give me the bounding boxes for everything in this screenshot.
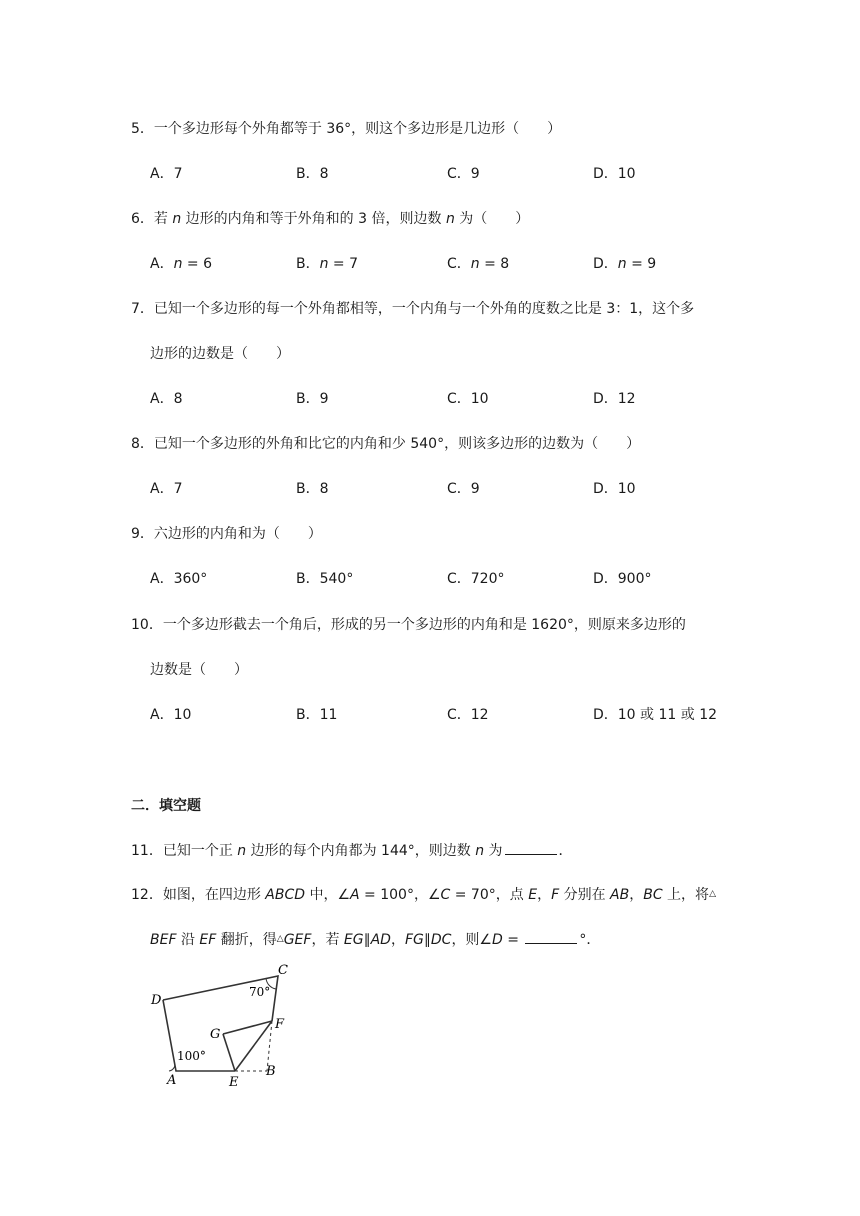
angle-a-label: 100° [177,1049,206,1063]
q8-option-a: A．7 [150,481,183,497]
q5-option-a: A．7 [150,166,183,182]
q6-option-d: D．n = 9 [593,256,657,272]
q10-option-c: C．12 [447,707,489,723]
quadrilateral-figure [145,958,295,1088]
label-g: G [210,1027,221,1042]
label-c: C [278,963,288,978]
answer-blank [505,840,557,855]
angle-c-label: 70° [249,985,271,999]
question-7-stem-line1: 7．已知一个多边形的每一个外角都相等，一个内角与一个外角的度数之比是 3：1，这个多 [131,301,695,317]
q7-option-c: C．10 [447,391,489,407]
question-10-stem-line1: 10．一个多边形截去一个角后，形成的另一个多边形的内角和是 1620°，则原来多边形的 [131,617,686,633]
q8-option-c: C．9 [447,481,480,497]
q5-option-b: B．8 [296,166,329,182]
question-12-stem-line2: BEF 沿 EF 翻折，得△GEF，若 EG∥AD，FG∥DC，则∠D = °． [150,929,600,949]
label-f: F [275,1017,285,1032]
question-6-stem: 6．若 n 边形的内角和等于外角和的 3 倍，则边数 n 为（ ） [131,211,530,227]
q9-option-c: C．720° [447,571,505,587]
label-d: D [151,993,162,1008]
q5-option-c: C．9 [447,166,480,182]
q8-option-b: B．8 [296,481,329,497]
label-b: B [266,1064,276,1079]
q10-option-d: D．10 或 11 或 12 [593,707,718,723]
q6-option-a: A．n = 6 [150,256,212,272]
question-12-stem-line1: 12．如图，在四边形 ABCD 中，∠A = 100°，∠C = 70°，点 E，F 分别在 AB，BC 上，将△ [131,887,716,903]
section-title-fill-in: 二．填空题 [131,798,201,814]
q6-option-c: C．n = 8 [447,256,510,272]
question-9-stem: 9．六边形的内角和为（ ） [131,526,322,542]
segment-eg [223,1034,235,1071]
q10-option-b: B．11 [296,707,338,723]
label-a: A [167,1073,177,1088]
q7-option-d: D．12 [593,391,636,407]
question-11-stem: 11．已知一个正 n 边形的每个内角都为 144°，则边数 n 为 ． [131,840,573,860]
q9-option-b: B．540° [296,571,354,587]
q6-option-b: B．n = 7 [296,256,359,272]
question-8-stem: 8．已知一个多边形的外角和比它的内角和少 540°，则该多边形的边数为（ ） [131,436,641,452]
q9-option-a: A．360° [150,571,208,587]
label-e: E [229,1075,239,1088]
answer-blank [525,929,577,944]
question-5-stem: 5．一个多边形每个外角都等于 36°，则这个多边形是几边形（ ） [131,121,562,137]
q7-option-a: A．8 [150,391,183,407]
question-10-stem-line2: 边数是（ ） [150,662,248,678]
q5-option-d: D．10 [593,166,636,182]
q7-option-b: B．9 [296,391,329,407]
q8-option-d: D．10 [593,481,636,497]
q10-option-a: A．10 [150,707,192,723]
q9-option-d: D．900° [593,571,652,587]
question-7-stem-line2: 边形的边数是（ ） [150,346,290,362]
